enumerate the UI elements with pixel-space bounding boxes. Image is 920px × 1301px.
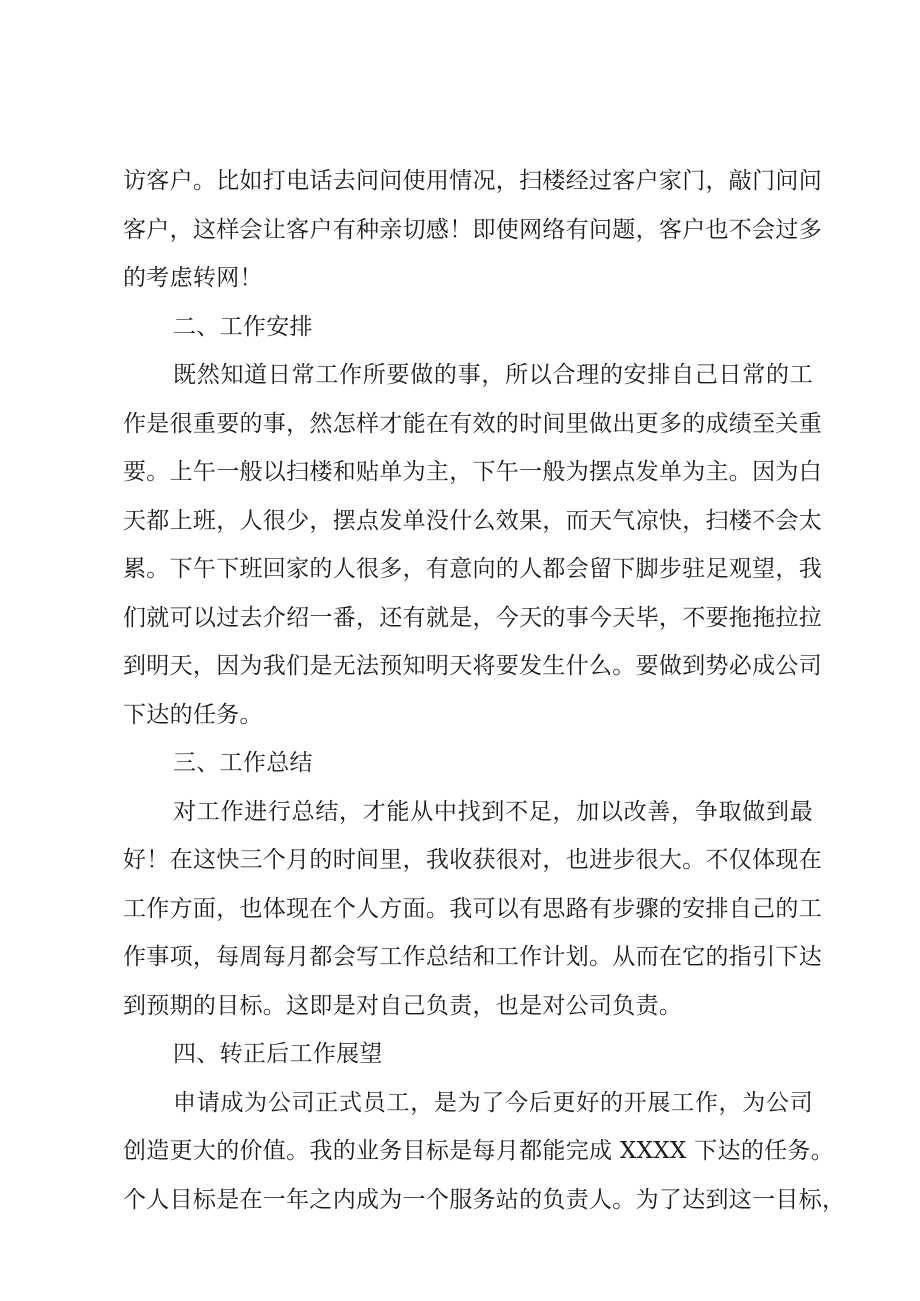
paragraph-line: 下达的任务。 bbox=[123, 701, 263, 728]
paragraph-line: 对工作进行总结，才能从中找到不足，加以改善，争取做到最 bbox=[173, 798, 813, 825]
section-heading-work-summary: 三、工作总结 bbox=[173, 750, 313, 776]
section-heading-outlook: 四、转正后工作展望 bbox=[173, 1041, 383, 1067]
paragraph-line: 既然知道日常工作所要做的事，所以合理的安排自己日常的工 bbox=[173, 362, 813, 388]
paragraph-line: 天都上班，人很少，摆点发单没什么效果，而天气凉快，扫楼不会太 bbox=[123, 507, 822, 534]
paragraph-line: 要。上午一般以扫楼和贴单为主，下午一般为摆点发单为主。因为白 bbox=[123, 459, 822, 485]
paragraph-line: 作事项，每周每月都会写工作总结和工作计划。从而在它的指引下达 bbox=[123, 944, 822, 970]
paragraph-line: 作是很重要的事，然怎样才能在有效的时间里做出更多的成绩至关重 bbox=[123, 410, 822, 437]
paragraph-line: 创造更大的价值。我的业务目标是每月都能完成 XXXX 下达的任务。 bbox=[123, 1138, 835, 1164]
paragraph-line: 到明天，因为我们是无法预知明天将要发生什么。要做到势必成公司 bbox=[123, 653, 822, 679]
paragraph-line: 好！在这快三个月的时间里，我收获很对，也进步很大。不仅体现在 bbox=[123, 847, 822, 873]
paragraph-line: 的考虑转网！ bbox=[123, 265, 263, 291]
paragraph-line: 访客户。比如打电话去问问使用情况，扫楼经过客户家门，敲门问问 bbox=[123, 168, 822, 194]
paragraph-line: 工作方面，也体现在个人方面。我可以有思路有步骤的安排自己的工 bbox=[123, 895, 822, 922]
paragraph-line: 个人目标是在一年之内成为一个服务站的负责人。为了达到这一目标， bbox=[123, 1186, 846, 1213]
paragraph-line: 累。下午下班回家的人很多，有意向的人都会留下脚步驻足观望，我 bbox=[123, 556, 822, 582]
document-body bbox=[123, 157, 846, 1224]
paragraph-line: 申请成为公司正式员工，是为了今后更好的开展工作，为公司 bbox=[173, 1089, 813, 1116]
paragraph-line: 客户，这样会让客户有种亲切感！即使网络有问题，客户也不会过多 bbox=[123, 216, 822, 243]
section-heading-work-arrangement: 二、工作安排 bbox=[173, 313, 313, 340]
paragraph-line: 们就可以过去介绍一番，还有就是，今天的事今天毕，不要拖拖拉拉 bbox=[123, 604, 822, 631]
paragraph-line: 到预期的目标。这即是对自己负责，也是对公司负责。 bbox=[123, 992, 683, 1019]
